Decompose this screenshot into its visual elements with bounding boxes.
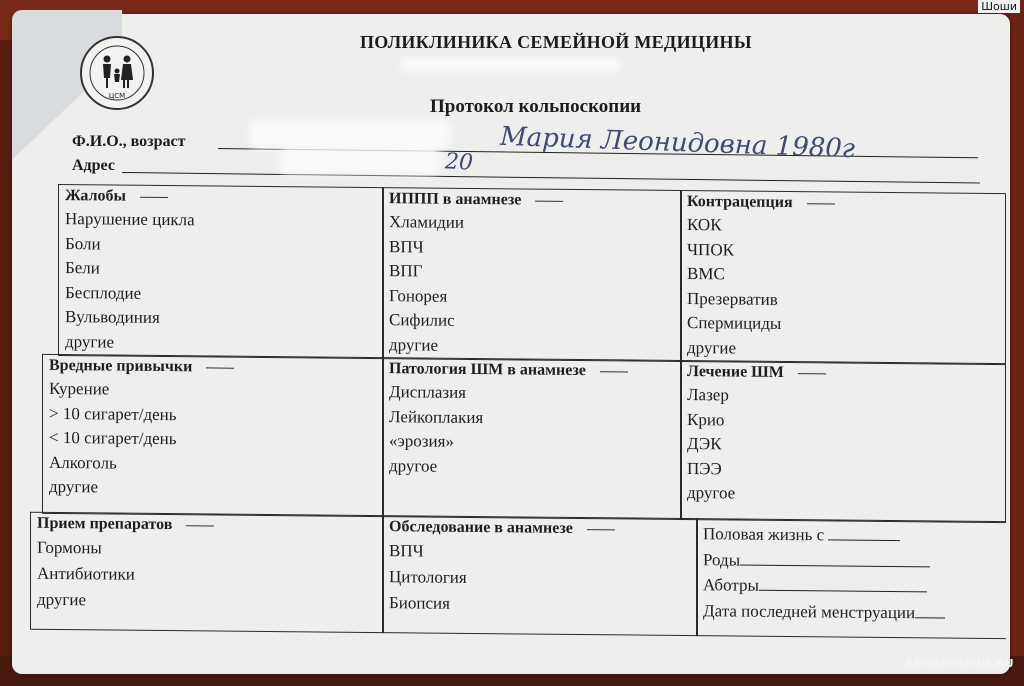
- treatment-item: другое: [687, 483, 736, 503]
- redacted-subtitle: [400, 58, 620, 72]
- contraception-item: Презерватив: [687, 288, 778, 309]
- treatment-cell: [680, 360, 1006, 523]
- exam-item: ВПЧ: [389, 541, 424, 561]
- exam-item: Биопсия: [389, 593, 450, 613]
- complaints-title: Жалобы: [65, 187, 377, 208]
- exam-title: Обследование в анамнезе: [389, 518, 691, 539]
- habits-cell: [42, 354, 384, 517]
- personal-item-births: Роды: [703, 547, 1000, 575]
- complaint-item: другие: [65, 331, 115, 352]
- complaint-item: Боли: [65, 233, 101, 253]
- complaint-item: Бели: [65, 258, 100, 278]
- clinic-logo-icon: [80, 36, 154, 110]
- fio-label: Ф.И.О., возраст: [72, 133, 186, 150]
- habit-item: < 10 сигарет/день: [49, 427, 177, 449]
- complaint-item: Бесплодие: [65, 282, 142, 303]
- ippp-item: ВПГ: [389, 261, 423, 281]
- contraception-item: Спермициды: [687, 313, 782, 333]
- exam-cell: [382, 515, 698, 636]
- habit-item: Алкоголь: [49, 452, 117, 473]
- treatment-item: Лазер: [687, 385, 729, 405]
- treatment-item: ДЭК: [687, 434, 722, 454]
- habit-item: другие: [49, 476, 99, 497]
- address-handwritten-value: 20: [444, 149, 474, 176]
- page-title: Протокол кольпоскопии: [430, 96, 642, 117]
- medication-item: Антибиотики: [37, 563, 135, 584]
- contraception-item: КОК: [687, 215, 722, 235]
- personal-item-last-menstruation: Дата последней менструации: [703, 598, 1000, 626]
- pathology-item: «эрозия»: [389, 431, 454, 451]
- treatment-title: Лечение ШМ: [687, 363, 999, 384]
- exam-item: Цитология: [389, 567, 467, 587]
- recommend-watermark: RECOMMEND.RU: [905, 657, 1014, 670]
- personal-item-abortions: Аботры: [703, 572, 1000, 600]
- medication-item: другие: [37, 589, 87, 610]
- contraception-cell: [680, 190, 1006, 365]
- pathology-item: Лейкоплакия: [389, 406, 484, 427]
- pathology-item: Дисплазия: [389, 382, 466, 402]
- contraception-title: Контрацепция: [687, 193, 999, 214]
- redacted-surname: [250, 120, 450, 148]
- pathology-cell: [382, 357, 682, 520]
- ippp-item: Хламидии: [389, 212, 465, 232]
- complaints-cell: [58, 184, 384, 359]
- redacted-address: [280, 148, 440, 174]
- personal-item-sexual-life: Половая жизнь с: [703, 521, 1000, 549]
- address-label: Адрес: [72, 157, 115, 174]
- corner-label: Шоши: [978, 0, 1020, 13]
- medications-cell: [30, 512, 384, 633]
- complaint-item: Вульводиния: [65, 307, 160, 327]
- ippp-item: другие: [389, 334, 439, 355]
- ippp-item: Сифилис: [389, 310, 455, 330]
- contraception-item: ЧПОК: [687, 239, 734, 259]
- habit-item: Курение: [49, 378, 110, 399]
- anamnesis-table: [37, 184, 1006, 645]
- ippp-item: ВПЧ: [389, 236, 424, 257]
- ippp-cell: [382, 187, 682, 362]
- complaint-item: Нарушение цикла: [65, 209, 195, 230]
- logo-text: ЦСМ: [108, 92, 126, 100]
- treatment-item: Крио: [687, 409, 725, 429]
- treatment-item: ПЭЭ: [687, 458, 722, 478]
- clinic-name: ПОЛИКЛИНИКА СЕМЕЙНОЙ МЕДИЦИНЫ: [360, 32, 752, 52]
- personal-cell: [696, 518, 1006, 639]
- medications-title: Прием препаратов: [37, 515, 377, 536]
- pathology-title: Патология ШМ в анамнезе: [389, 360, 675, 381]
- habit-item: > 10 сигарет/день: [49, 403, 177, 424]
- ippp-item: Гонорея: [389, 285, 448, 306]
- habits-title: Вредные привычки: [49, 357, 377, 378]
- contraception-item: ВМС: [687, 264, 725, 284]
- pathology-item: другое: [389, 455, 438, 476]
- fio-handwritten-value: Мария Леонидовна 1980г: [499, 121, 856, 165]
- contraception-item: другие: [687, 337, 737, 358]
- medication-item: Гормоны: [37, 537, 102, 558]
- ippp-title: ИППП в анамнезе: [389, 190, 675, 211]
